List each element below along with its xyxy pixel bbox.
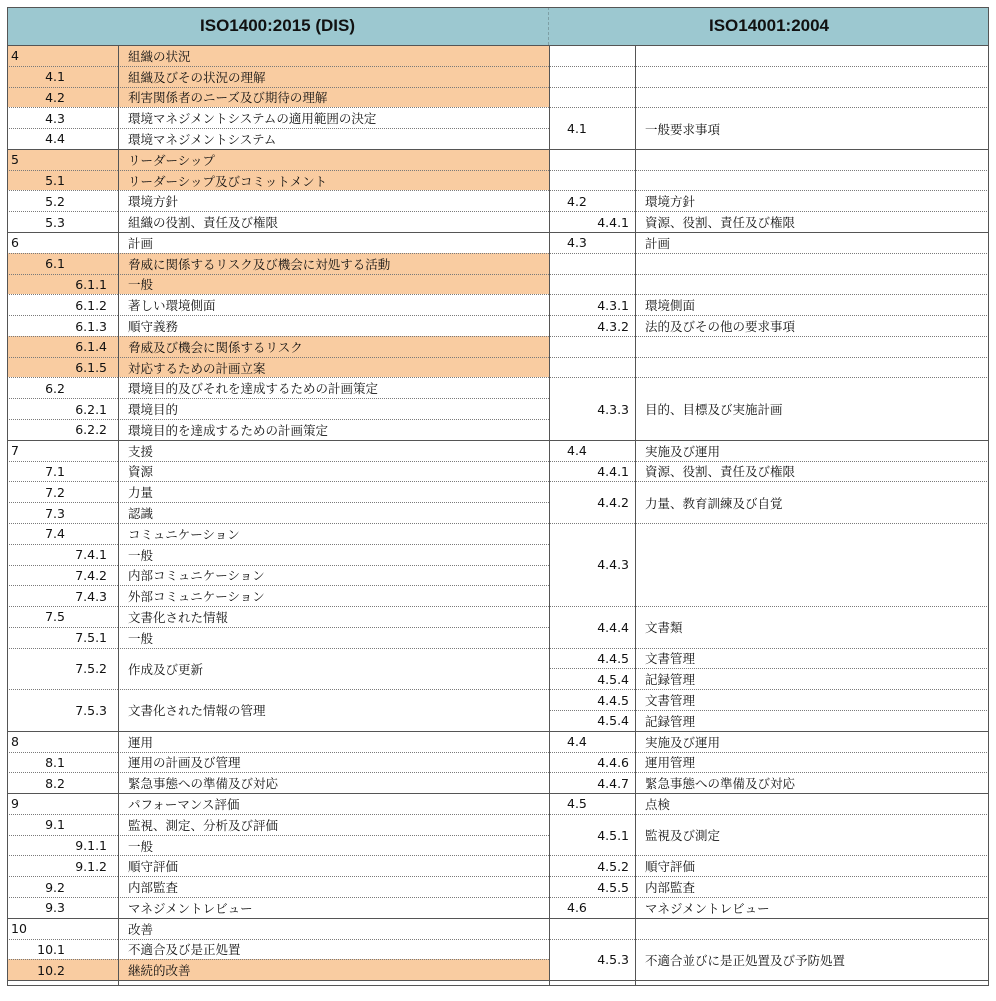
right-clause-title: マネジメントレビュー <box>635 897 989 918</box>
right-clause-number <box>549 793 635 814</box>
left-clause-title: 文書化された情報の管理 <box>118 689 549 731</box>
right-clause-number <box>549 772 635 793</box>
right-clause-title: 資源、役割、責任及び権限 <box>635 211 989 232</box>
left-clause-number-text: 7.2 <box>45 484 65 500</box>
left-clause-number <box>7 565 118 586</box>
right-clause-number-text: 4.5.3 <box>597 952 629 968</box>
left-clause-number <box>7 502 118 523</box>
right-clause-number <box>549 336 635 357</box>
right-clause-number-text: 4.5.2 <box>597 858 629 874</box>
left-clause-title: 監視、測定、分析及び評価 <box>118 814 549 835</box>
right-clause-number <box>549 66 635 87</box>
left-clause-title: パフォーマンス評価 <box>118 793 549 814</box>
right-clause-title: 運用管理 <box>635 752 989 773</box>
left-clause-number-text: 5.3 <box>45 214 65 230</box>
left-clause-title: 環境マネジメントシステムの適用範囲の決定 <box>118 107 549 128</box>
left-clause-title: 運用の計画及び管理 <box>118 752 549 773</box>
left-clause-title: 緊急事態への準備及び対応 <box>118 772 549 793</box>
right-clause-title: 法的及びその他の要求事項 <box>635 315 989 336</box>
right-clause-number-text: 4.2 <box>567 193 587 209</box>
left-clause-title: 認識 <box>118 502 549 523</box>
left-clause-number <box>7 939 118 960</box>
right-clause-number-text: 4.3.2 <box>597 318 629 334</box>
right-clause-title <box>635 170 989 191</box>
left-clause-number-text: 8.2 <box>45 775 65 791</box>
right-clause-number-text: 4.5.5 <box>597 879 629 895</box>
left-clause-number-text: 4.2 <box>45 89 65 105</box>
left-clause-number-text: 7.5.1 <box>75 630 107 646</box>
left-clause-number-text: 5.1 <box>45 173 65 189</box>
left-clause-number <box>7 523 118 544</box>
right-clause-title: 不適合並びに是正処置及び予防処置 <box>635 939 989 981</box>
left-clause-number-text: 9.1.1 <box>75 838 107 853</box>
right-clause-title <box>635 45 989 66</box>
left-clause-number <box>7 544 118 565</box>
right-clause-title <box>635 253 989 274</box>
right-clause-number <box>549 481 635 523</box>
left-clause-number-text: 6.1.5 <box>75 360 107 376</box>
left-clause-title: 内部監査 <box>118 876 549 897</box>
left-clause-title: 継続的改善 <box>118 959 549 980</box>
right-clause-number <box>549 939 635 981</box>
left-clause-title: 改善 <box>118 918 549 939</box>
left-clause-number-text: 7.1 <box>45 463 65 479</box>
right-clause-number <box>549 357 635 378</box>
right-clause-number-text: 4.5.4 <box>597 713 629 729</box>
left-clause-number <box>7 918 118 939</box>
left-clause-title: 一般 <box>118 835 549 856</box>
left-clause-number <box>7 253 118 274</box>
left-clause-title: 脅威に関係するリスク及び機会に対処する活動 <box>118 253 549 274</box>
right-clause-number <box>549 648 635 669</box>
left-clause-number <box>7 648 118 690</box>
left-clause-number-text: 6.1 <box>45 256 65 272</box>
left-clause-title: 作成及び更新 <box>118 648 549 690</box>
left-clause-title: マネジメントレビュー <box>118 897 549 918</box>
left-clause-number-text: 9.2 <box>45 879 65 895</box>
right-clause-number-text: 4.4.5 <box>597 650 629 666</box>
left-clause-title: 環境目的及びそれを達成するための計画策定 <box>118 377 549 398</box>
left-clause-number <box>7 772 118 793</box>
right-clause-number-text: 4.4 <box>567 443 587 459</box>
right-clause-number <box>549 45 635 66</box>
left-clause-number-text: 10.2 <box>37 962 65 978</box>
left-clause-title: コミュニケーション <box>118 523 549 544</box>
left-clause-number <box>7 897 118 918</box>
right-clause-number <box>549 710 635 731</box>
column-divider <box>635 45 636 986</box>
right-clause-title <box>635 274 989 295</box>
right-clause-number <box>549 918 635 939</box>
right-clause-number <box>549 814 635 856</box>
left-clause-number-text: 6 <box>11 235 19 251</box>
right-clause-title: 順守評価 <box>635 855 989 876</box>
right-clause-number-text: 4.1 <box>567 121 587 137</box>
comparison-table <box>7 7 989 986</box>
header-bottom-border <box>7 45 989 46</box>
left-clause-title: 運用 <box>118 731 549 752</box>
right-clause-title: 一般要求事項 <box>635 107 989 149</box>
left-clause-number-text: 7.5.3 <box>75 702 107 718</box>
right-clause-number <box>549 315 635 336</box>
right-clause-number <box>549 253 635 274</box>
left-clause-title: 環境目的を達成するための計画策定 <box>118 419 549 440</box>
left-clause-number <box>7 752 118 773</box>
right-clause-number <box>549 523 635 606</box>
right-clause-title: 緊急事態への準備及び対応 <box>635 772 989 793</box>
right-clause-number <box>549 876 635 897</box>
right-clause-title <box>635 66 989 87</box>
left-clause-title: 脅威及び機会に関係するリスク <box>118 336 549 357</box>
left-clause-number <box>7 315 118 336</box>
right-clause-title <box>635 87 989 108</box>
left-clause-number <box>7 855 118 876</box>
left-clause-title: 環境方針 <box>118 190 549 211</box>
right-clause-number-text: 4.5.4 <box>597 671 629 687</box>
left-clause-number <box>7 627 118 648</box>
left-clause-number-text: 6.2 <box>45 380 65 396</box>
left-clause-number <box>7 481 118 502</box>
right-clause-number <box>549 211 635 232</box>
right-clause-number <box>549 752 635 773</box>
right-clause-title: 記録管理 <box>635 668 989 689</box>
left-clause-title: 力量 <box>118 481 549 502</box>
left-clause-number <box>7 232 118 253</box>
left-clause-title: 内部コミュニケーション <box>118 565 549 586</box>
right-clause-number-text: 4.4.4 <box>597 619 629 635</box>
right-clause-title: 文書管理 <box>635 689 989 710</box>
left-clause-title: 不適合及び是正処置 <box>118 939 549 960</box>
left-clause-title: 一般 <box>118 627 549 648</box>
right-clause-number <box>549 274 635 295</box>
left-clause-number <box>7 731 118 752</box>
left-clause-number-text: 6.1.2 <box>75 297 107 313</box>
right-clause-number <box>549 232 635 253</box>
right-clause-number <box>549 377 635 439</box>
right-clause-number-text: 4.4.2 <box>597 495 629 511</box>
left-clause-number-text: 5 <box>11 152 19 168</box>
right-clause-number <box>549 855 635 876</box>
right-clause-number-text: 4.4 <box>567 734 587 750</box>
right-clause-number-text: 4.4.3 <box>597 557 629 573</box>
left-clause-number <box>7 606 118 627</box>
right-clause-number-text: 4.4.6 <box>597 754 629 770</box>
left-clause-title: 組織の役割、責任及び権限 <box>118 211 549 232</box>
left-clause-number <box>7 461 118 482</box>
right-clause-number <box>549 87 635 108</box>
left-clause-number-text: 7.5.2 <box>75 661 107 677</box>
left-clause-number <box>7 274 118 295</box>
right-clause-title: 計画 <box>635 232 989 253</box>
left-clause-number <box>7 689 118 731</box>
left-clause-number <box>7 128 118 149</box>
right-clause-title: 資源、役割、責任及び権限 <box>635 461 989 482</box>
right-clause-title <box>635 336 989 357</box>
left-clause-number-text: 6.1.4 <box>75 339 107 355</box>
right-clause-title: 環境方針 <box>635 190 989 211</box>
left-clause-number <box>7 377 118 398</box>
column-divider <box>549 45 550 986</box>
left-clause-title: 支援 <box>118 440 549 461</box>
right-clause-title: 文書管理 <box>635 648 989 669</box>
right-clause-number <box>549 461 635 482</box>
left-clause-number <box>7 357 118 378</box>
left-clause-title: 外部コミュニケーション <box>118 585 549 606</box>
left-clause-number <box>7 835 118 856</box>
left-clause-number-text: 7.4.1 <box>75 547 107 563</box>
left-clause-number <box>7 419 118 440</box>
right-clause-title <box>635 149 989 170</box>
left-clause-title: 資源 <box>118 461 549 482</box>
right-clause-number <box>549 190 635 211</box>
right-clause-number-text: 4.4.7 <box>597 775 629 791</box>
left-clause-number-text: 4 <box>11 48 19 64</box>
right-clause-title: 記録管理 <box>635 710 989 731</box>
right-clause-number <box>549 149 635 170</box>
left-clause-title: 組織の状況 <box>118 45 549 66</box>
right-clause-title <box>635 523 989 606</box>
left-clause-number-text: 7.5 <box>45 609 65 625</box>
left-clause-number <box>7 45 118 66</box>
left-clause-title: 環境目的 <box>118 398 549 419</box>
right-clause-number-text: 4.5 <box>567 796 587 812</box>
right-clause-title: 実施及び運用 <box>635 731 989 752</box>
column-divider <box>118 45 119 986</box>
right-clause-number <box>549 980 635 1001</box>
left-clause-number <box>7 440 118 461</box>
left-clause-number-text: 7.3 <box>45 505 65 521</box>
table-bottom-border <box>7 980 989 981</box>
left-clause-number-text: 6.1.3 <box>75 318 107 334</box>
left-clause-title: 対応するための計画立案 <box>118 357 549 378</box>
left-clause-title: 文書化された情報 <box>118 606 549 627</box>
right-clause-number-text: 4.3.1 <box>597 297 629 313</box>
left-clause-title: リーダーシップ及びコミットメント <box>118 170 549 191</box>
right-clause-number <box>549 731 635 752</box>
left-clause-title: 利害関係者のニーズ及び期待の理解 <box>118 87 549 108</box>
right-clause-title <box>635 918 989 939</box>
right-clause-number-text: 4.4.1 <box>597 463 629 479</box>
right-clause-title: 内部監査 <box>635 876 989 897</box>
left-column-header: ISO1400:2015 (DIS) <box>7 7 549 45</box>
left-clause-number-text: 8 <box>11 734 19 750</box>
left-clause-number <box>7 959 118 980</box>
right-clause-number <box>549 689 635 710</box>
left-clause-number-text: 7.4 <box>45 526 65 542</box>
right-clause-number-text: 4.4.5 <box>597 692 629 708</box>
left-clause-number-text: 6.2.1 <box>75 401 107 417</box>
left-clause-number <box>7 149 118 170</box>
right-clause-title: 目的、目標及び実施計画 <box>635 377 989 439</box>
left-clause-number <box>7 190 118 211</box>
left-clause-number-text: 4.1 <box>45 69 65 85</box>
right-clause-title: 力量、教育訓練及び自覚 <box>635 481 989 523</box>
left-clause-number-text: 10 <box>11 921 27 937</box>
left-clause-number <box>7 294 118 315</box>
left-clause-number-text: 4.3 <box>45 110 65 126</box>
right-clause-number-text: 4.3 <box>567 235 587 251</box>
right-clause-number-text: 4.3.3 <box>597 401 629 417</box>
right-clause-number <box>549 440 635 461</box>
left-clause-title: 組織及びその状況の理解 <box>118 66 549 87</box>
left-clause-number-text: 5.2 <box>45 193 65 209</box>
right-clause-number <box>549 668 635 689</box>
right-clause-title <box>635 980 989 1001</box>
left-clause-number <box>7 876 118 897</box>
right-clause-title: 環境側面 <box>635 294 989 315</box>
left-clause-number <box>7 398 118 419</box>
left-clause-title: 一般 <box>118 274 549 295</box>
left-clause-number-text: 4.4 <box>45 131 65 147</box>
right-clause-title: 点検 <box>635 793 989 814</box>
right-column-header: ISO14001:2004 <box>549 7 989 45</box>
right-clause-title <box>635 357 989 378</box>
left-clause-number-text: 10.1 <box>37 941 65 957</box>
left-clause-number-text: 7.4.2 <box>75 567 107 583</box>
left-clause-number-text: 9.1 <box>45 817 65 833</box>
left-clause-title: 順守義務 <box>118 315 549 336</box>
right-clause-number-text: 4.4.1 <box>597 214 629 230</box>
left-clause-number-text: 6.2.2 <box>75 422 107 438</box>
right-clause-title: 実施及び運用 <box>635 440 989 461</box>
left-clause-number <box>7 170 118 191</box>
left-clause-number <box>7 107 118 128</box>
left-clause-title: 順守評価 <box>118 855 549 876</box>
left-clause-title: 環境マネジメントシステム <box>118 128 549 149</box>
right-clause-number-text: 4.6 <box>567 900 587 916</box>
left-clause-number <box>7 87 118 108</box>
right-clause-number <box>549 897 635 918</box>
left-clause-title: 計画 <box>118 232 549 253</box>
right-clause-title: 監視及び測定 <box>635 814 989 856</box>
left-clause-title: リーダーシップ <box>118 149 549 170</box>
left-clause-number <box>7 336 118 357</box>
left-clause-number <box>7 585 118 606</box>
left-clause-number <box>7 814 118 835</box>
right-clause-title: 文書類 <box>635 606 989 648</box>
left-clause-title: 一般 <box>118 544 549 565</box>
left-clause-title: 著しい環境側面 <box>118 294 549 315</box>
right-clause-number <box>549 294 635 315</box>
left-clause-number-text: 8.1 <box>45 754 65 770</box>
left-clause-number-text: 7.4.3 <box>75 588 107 604</box>
left-clause-number <box>7 211 118 232</box>
right-clause-number <box>549 606 635 648</box>
left-clause-number-text: 9 <box>11 796 19 812</box>
left-clause-number <box>7 66 118 87</box>
right-clause-number <box>549 107 635 149</box>
left-clause-number-text: 9.3 <box>45 900 65 916</box>
left-clause-number-text: 6.1.1 <box>75 276 107 292</box>
right-clause-number <box>549 170 635 191</box>
right-clause-number-text: 4.5.1 <box>597 827 629 843</box>
left-clause-number-text: 9.1.2 <box>75 858 107 874</box>
left-clause-number-text: 7 <box>11 443 19 459</box>
left-clause-number <box>7 793 118 814</box>
